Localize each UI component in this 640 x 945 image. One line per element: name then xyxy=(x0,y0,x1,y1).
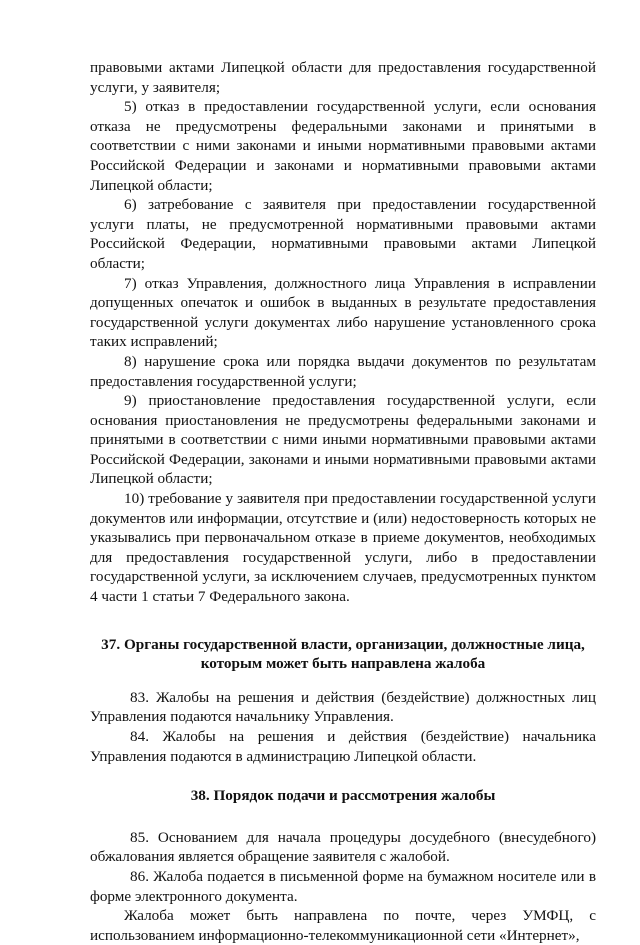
paragraph-83: 83. Жалобы на решения и действия (бездействие) должностных лиц Управления подаются начальнику Управления. xyxy=(90,688,596,726)
continuation-paragraph: правовыми актами Липецкой области для предоставления государственной услуги, у заявителя; xyxy=(90,59,596,96)
section-38-heading: 38. Порядок подачи и рассмотрения жалобы xyxy=(190,787,496,805)
list-item-6: 6) затребование с заявителя при предоставлении государственной услуги платы, не предусмотренной нормативными правовыми актами Российской Федерации, нормативными правовыми актами Липецкой области; xyxy=(90,196,596,272)
list-item-10: 10) требование у заявителя при предоставлении государственной услуги документов или информации, отсутствие и (или) недостоверность которых не указывались при первоначальном отказе в приеме документов, необходимых для предоставления государственной услуги, либо в предоставлении государственной услуги, за исключением случаев, предусмотренных пунктом 4 части 1 статьи 7 Федерального закона. xyxy=(90,490,596,606)
section-37-heading: 37. Органы государственной власти, организации, должностные лица, которым может быть направлена жалоба xyxy=(101,635,585,673)
list-item-9: 9) приостановление предоставления государственной услуги, если основания приостановления не предусмотрены федеральными законами и принятыми в соответствии с ними иными нормативными правовыми актами Российской Федерации, законами и иными нормативными правовыми актами Липецкой области; xyxy=(90,392,596,488)
paragraph-85: 85. Основанием для начала процедуры досудебного (внесудебного) обжалования является обращение заявителя с жалобой. xyxy=(90,828,596,866)
section-37-body xyxy=(90,688,596,766)
document-page xyxy=(90,58,596,945)
list-item-5: 5) отказ в предоставлении государственной услуги, если основания отказа не предусмотрены федеральными законами и принятыми в соответствии с ними законами и иными нормативными правовыми актами Российской Федерации и законами и нормативными правовыми актами Липецкой области; xyxy=(90,98,596,194)
list-item-8: 8) нарушение срока или порядка выдачи документов по результатам предоставления государственной услуги; xyxy=(90,352,596,390)
list-item-7: 7) отказ Управления, должностного лица Управления в исправлении допущенных опечаток и ошибок в выданных в результате предоставления государственной услуги документах либо нарушение установленного срока таких исправлений; xyxy=(90,274,596,351)
paragraph-84: 84. Жалобы на решения и действия (бездействие) начальника Управления подаются в администрацию Липецкой области. xyxy=(90,728,596,765)
paragraph-86: 86. Жалоба подается в письменной форме на бумажном носителе или в форме электронного документа. xyxy=(90,867,596,905)
paragraph-86-continuation: Жалоба может быть направлена по почте, через УМФЦ, с использованием информационно-телекоммуникационной сети «Интернет», xyxy=(90,907,596,944)
